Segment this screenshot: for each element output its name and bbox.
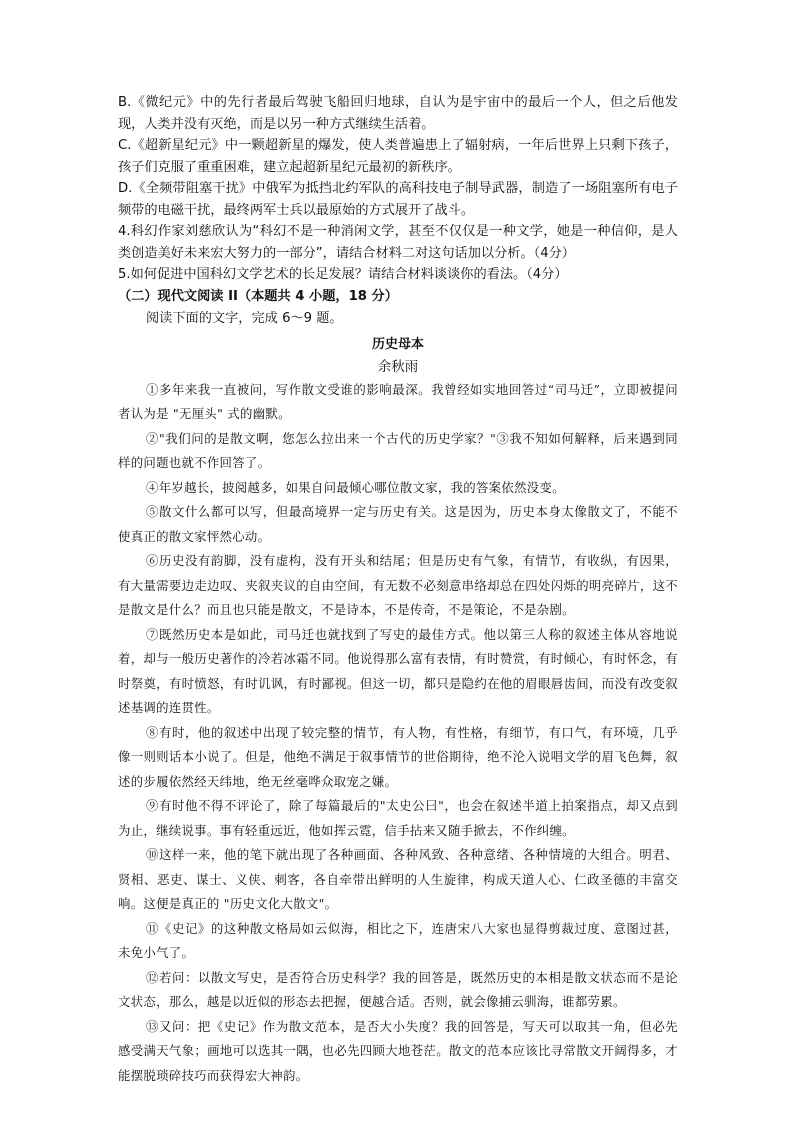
article-paragraph-11: ⑪《史记》的这种散文格局如云似海，相比之下，连唐宋八大家也显得剪裁过度、意图过甚，未免小气了。: [118, 920, 678, 960]
article-paragraph-4: ④年岁越长，披阅越多，如果自问最倾心哪位散文家，我的答案依然没变。: [146, 479, 565, 495]
document-page: [118, 92, 678, 1088]
article-paragraph-12: ⑫若问：以散文写史，是否符合历史科学？我的回答是，既然历史的本相是散文状态而不是论文状态，那么，越是以近似的形态去把握，便越合适。否则，就会像捕云驯海，谁都劳累。: [118, 969, 678, 1009]
article-paragraph-6: ⑥历史没有韵脚，没有虚构，没有开头和结尾；但是历史有气象，有情节，有收纵，有因果，有大量需要边走边叹、夹叙夹议的自由空间，有无数不必刻意串络却总在四处闪烁的明亮碎片，这不是散文是什么？而且也只能是散文，不是诗本，不是传奇，不是策论，不是杂剧。: [118, 553, 678, 617]
question-5: 5.如何促进中国科幻文学艺术的长足发展？请结合材料谈谈你的看法。（4分）: [118, 267, 568, 282]
article-paragraph-10: ⑩这样一来，他的笔下就出现了各种画面、各种风致、各种意绪、各种情境的大组合。明君、贤相、恶吏、谋士、义侠、刺客，各自牵带出鲜明的人生旋律，构成天道人心、仁政圣德的丰富交响。这便是真正的 "历史文化大散文"。: [118, 847, 678, 911]
option-d: D.《全频带阻塞干扰》中俄军为抵挡北约军队的高科技电子制导武器，制造了一场阻塞所有电子频带的电磁干扰，最终两军士兵以最原始的方式展开了战斗。: [118, 181, 678, 218]
article-paragraph-8: ⑧有时，他的叙述中出现了较完整的情节，有人物，有性格，有细节，有口气，有环境，几乎像一则则话本小说了。但是，他绝不满足于叙事情节的世俗期待，绝不沦入说唱文学的眉飞色舞，叙述的步履依然经天纬地，绝无丝毫哗众取宠之嫌。: [118, 724, 678, 789]
article-author: 余秋雨: [377, 358, 419, 375]
article-paragraph-7: ⑦既然历史本是如此，司马迁也就找到了写史的最佳方式。他以第三人称的叙述主体从容地说着，却与一般历史著作的冷若冰霜不同。他说得那么富有表情，有时赞赏，有时倾心，有时怀念，有时祭奠，有时愤怒，有时讥讽，有时鄙视。但这一切，都只是隐约在他的眉眼唇齿间，而没有改变叙述基调的连贯性。: [118, 626, 678, 715]
section-heading: （二）现代文阅读 II（本题共 4 小题，18 分）: [118, 288, 398, 304]
option-c: C.《超新星纪元》中一颗超新星的爆发，使人类普遍患上了辐射病，一年后世界上只剩下孩子，孩子们克服了重重困难，建立起超新星纪元最初的新秩序。: [118, 138, 678, 175]
article-title: 历史母本: [371, 336, 424, 352]
question-4: 4.科幻作家刘慈欣认为“科幻不是一种消闲文学，甚至不仅仅是一种文学，她是一种信仰，是人类创造美好未来宏大努力的一部分”，请结合材料二对这句话加以分析。（4分）: [118, 224, 678, 261]
article-paragraph-1: ①多年来我一直被问，写作散文受谁的影响最深。我曾经如实地回答过“司马迁”，立即被提问者认为是 "无厘头" 式的幽默。: [118, 381, 678, 421]
article-paragraph-9: ⑨有时他不得不评论了，除了每篇最后的"太史公曰"，也会在叙述半道上拍案指点，却又点到为止，继续说事。事有轻重远近，他如挥云霓，信手拈来又随手掀去，不作纠缠。: [118, 798, 678, 838]
option-b: B.《微纪元》中的先行者最后驾驶飞船回归地球，自认为是宇宙中的最后一个人，但之后他发现，人类并没有灭绝，而是以另一种方式继续生活着。: [118, 95, 678, 132]
section-instruction: 阅读下面的文字，完成 6～9 题。: [146, 310, 343, 326]
article-paragraph-13: ⑬又问：把《史记》作为散文范本，是否大小失度？我的回答是，写天可以取其一角，但必先感受满天气象；画地可以选其一隅，也必先四顾大地苍茫。散文的范本应该比寻常散文开阔得多，才能摆脱琐碎技巧而获得宏大神韵。: [118, 1018, 678, 1083]
article-paragraph-5: ⑤散文什么都可以写，但最高境界一定与历史有关。这是因为，历史本身太像散文了，不能不使真正的散文家怦然心动。: [118, 504, 678, 544]
article-paragraph-2: ②"我们问的是散文啊，您怎么拉出来一个古代的历史学家？"③我不知如何解释，后来遇到同样的问题也就不作回答了。: [118, 430, 678, 470]
